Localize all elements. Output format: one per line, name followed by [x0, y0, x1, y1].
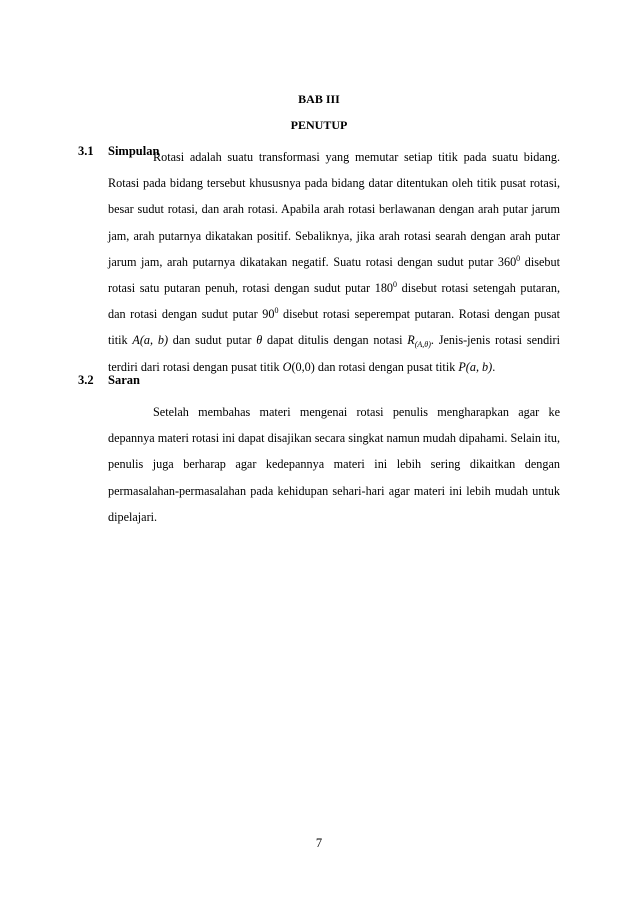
math-point-p: P(a, b) [458, 359, 493, 374]
page-number: 7 [315, 836, 323, 850]
superscript: 0 [393, 280, 398, 290]
section-title: Simpulan [108, 144, 160, 158]
text-run: Rotasi adalah suatu transformasi yang memutar setiap titik pada suatu bidang. Rotasi pada bidang tersebut khususnya pada bidang datar ditentukan oleh titik pusat rotasi, besar sudut rotasi, dan arah rotasi. Apabila arah rotasi berlawanan dengan arah putar jarum jam, arah putarnya dikatakan positif. Sebaliknya, jika arah rotasi searah dengan arah putar jarum jam, arah putarnya dikatakan negatif. Suatu rotasi dengan sudut putar 360 [108, 150, 560, 269]
chapter-title: PENUTUP [290, 118, 348, 132]
superscript: 0 [274, 306, 279, 316]
superscript: 0 [516, 253, 521, 263]
paragraph-simpulan [108, 144, 560, 380]
text-run: . Jenis-jenis rotasi sendiri terdiri dari rotasi dengan pusat titik [108, 333, 560, 374]
text-run: dan rotasi dengan pusat titik [314, 359, 459, 374]
text-run: disebut rotasi setengah putaran, dan rotasi dengan sudut putar 90 [108, 281, 560, 322]
math-origin: O [282, 359, 292, 374]
section-number: 3.1 [78, 144, 94, 158]
section-number: 3.2 [78, 373, 94, 387]
math-theta: θ [256, 333, 263, 348]
math-subscript: (A,θ) [414, 340, 431, 350]
text-run: disebut rotasi seperempat putaran. Rotasi dengan pusat titik [108, 307, 560, 348]
math-point-a: A(a, b) [132, 333, 169, 348]
section-title: Saran [108, 373, 140, 387]
text-run: disebut rotasi satu putaran penuh, rotasi dengan sudut putar 180 [108, 254, 560, 296]
math-origin-coords: (0,0) [291, 359, 315, 374]
math-rotation-notation: R [407, 333, 415, 348]
chapter-label: BAB III [298, 92, 340, 106]
text-run: dapat ditulis dengan notasi [262, 333, 408, 348]
text-run: dan sudut putar [168, 333, 257, 348]
paragraph-saran: Setelah membahas materi mengenai rotasi penulis mengharapkan agar ke depannya materi rotasi ini dapat disajikan secara singkat namun mudah dipahami. Selain itu, penulis juga berharap agar kedepannya materi ini lebih sering dikaitkan dengan permasalahan-permasalahan pada kehidupan sehari-hari agar materi ini lebih mudah untuk dipelajari. [108, 405, 560, 524]
text-run: . [492, 359, 496, 374]
